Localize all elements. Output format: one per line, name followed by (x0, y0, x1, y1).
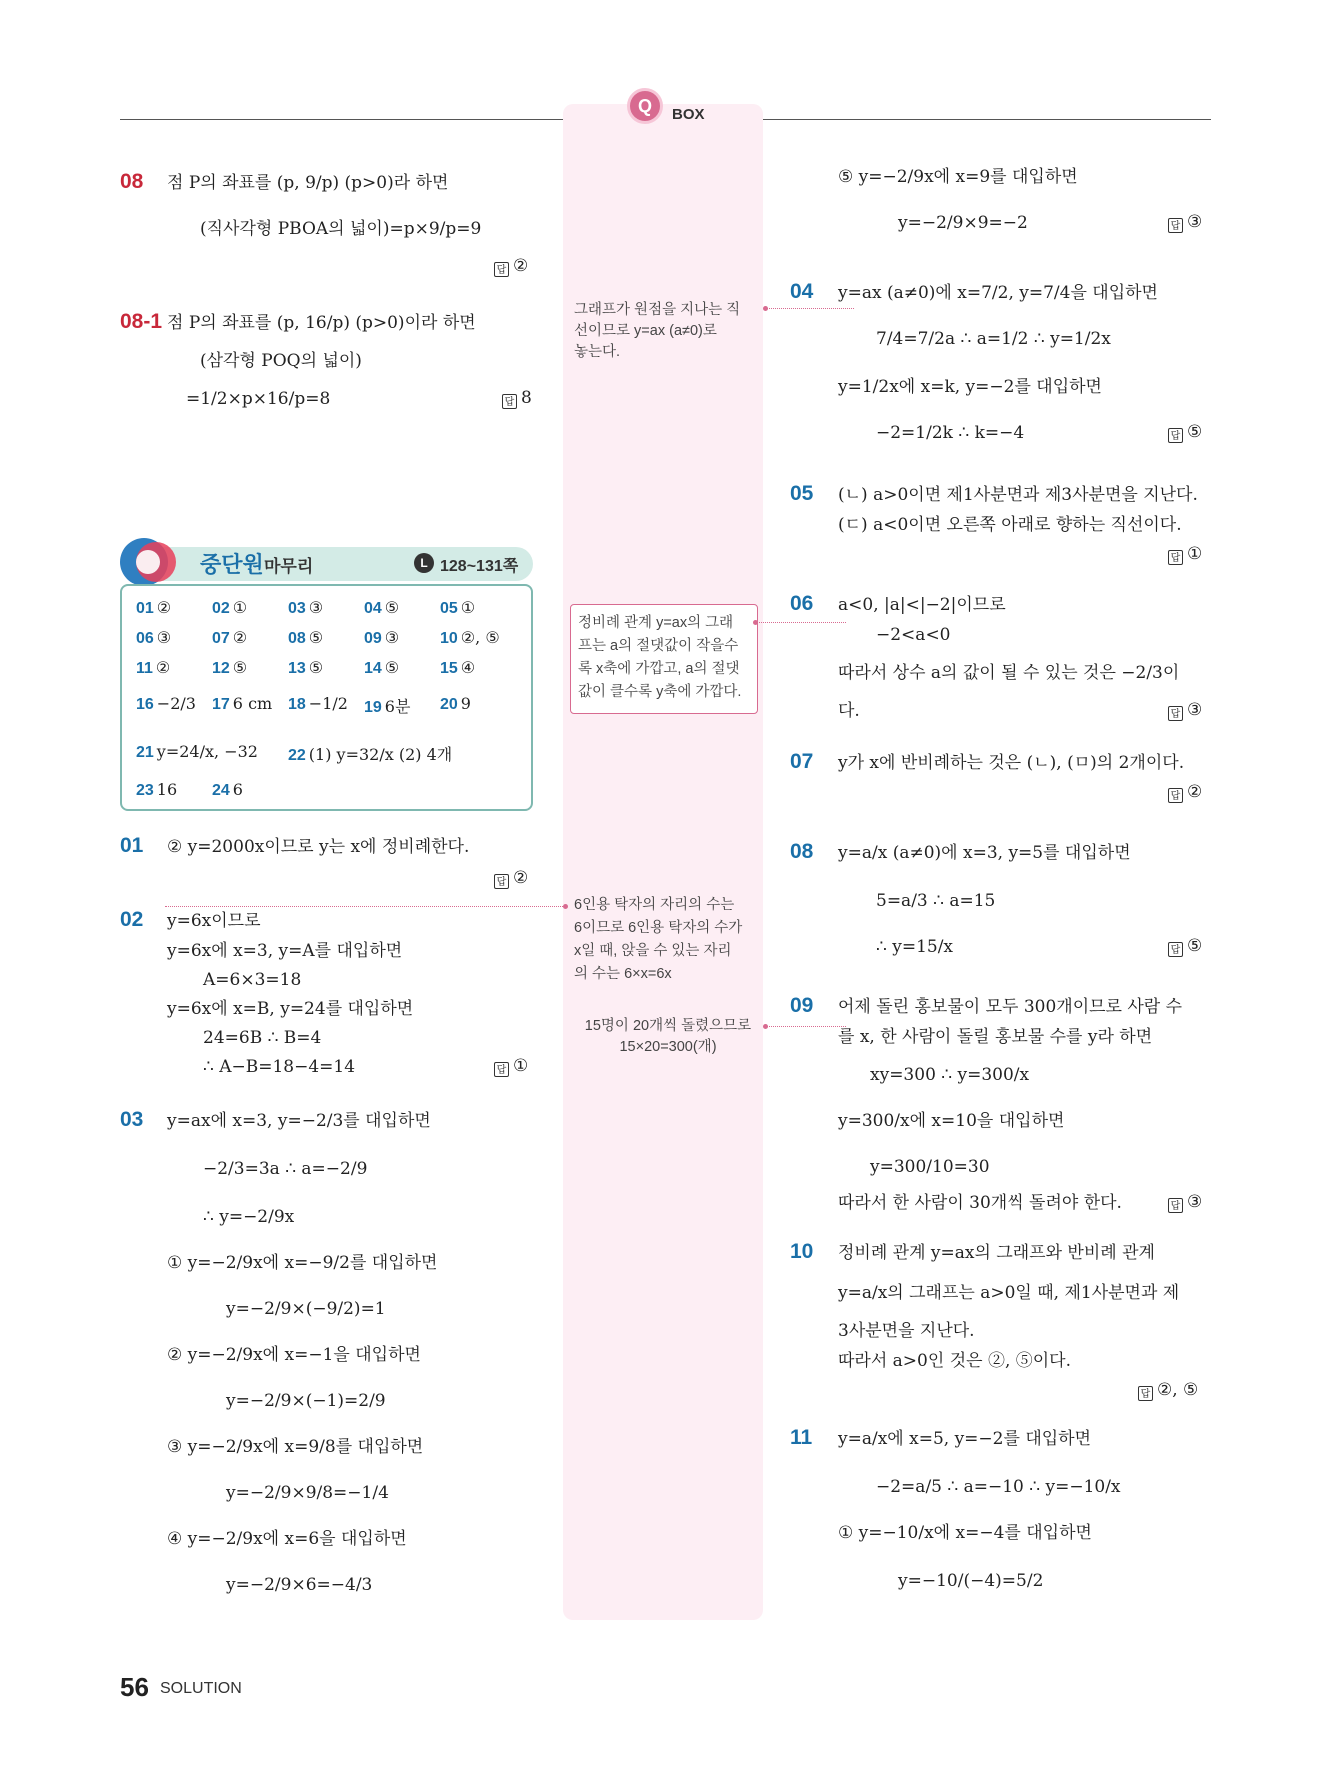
problem-line: 따라서 한 사람이 30개씩 돌려야 한다. (838, 1193, 1122, 1213)
note-2 (578, 612, 756, 704)
note-2-line: 프는 a의 절댓값이 작을수 (578, 638, 739, 654)
summary-answer-key: 12 (212, 660, 230, 677)
problem-line: 정비례 관계 y=ax의 그래프와 반비례 관계 (838, 1243, 1155, 1263)
summary-pages: 128~131쪽 (440, 558, 519, 575)
note-2-line: 값이 클수록 y축에 가깝다. (578, 684, 742, 700)
pages-icon: L (414, 553, 434, 573)
summary-answer-key: 16 (136, 696, 154, 713)
summary-answer-value: ③ (156, 628, 172, 647)
answer-mark-icon: 답 (1168, 942, 1183, 957)
answer-mark-icon: 답 (1168, 218, 1183, 233)
problem-line: 따라서 상수 a의 값이 될 수 있는 것은 −2/3이 (838, 663, 1180, 683)
problem-line: ③ y=−2/9x에 x=9/8를 대입하면 (167, 1437, 424, 1457)
problem-line: y=a/x의 그래프는 a>0일 때, 제1사분면과 제 (838, 1283, 1180, 1303)
summary-answer-key: 09 (364, 630, 382, 647)
note-1-line: 선이므로 y=ax (a≠0)로 (574, 323, 717, 339)
summary-answer-value: ④ (460, 658, 476, 677)
problem-line: ② y=−2/9x에 x=−1을 대입하면 (167, 1345, 421, 1365)
summary-answer-item (364, 628, 399, 648)
summary-answer-value: 6분 (384, 697, 411, 716)
summary-answer-value: y=24/x, −32 (156, 742, 258, 761)
problem-number: 03 (120, 1108, 144, 1131)
page-number: 56 (120, 1672, 149, 1702)
problem-line: ⑤ y=−2/9x에 x=9를 대입하면 (838, 167, 1078, 187)
problem-number: 05 (790, 482, 814, 505)
note-3-line: 6이므로 6인용 탁자의 수가 (574, 920, 743, 936)
answer-mark-icon: 답 (1138, 1386, 1153, 1401)
summary-answer-item (212, 658, 247, 678)
problem-line: y=−10/(−4)=5/2 (898, 1571, 1044, 1591)
summary-answer-item (136, 598, 171, 618)
problem-line: −2<a<0 (876, 625, 951, 645)
answer-value: ③ (1187, 700, 1203, 720)
note-4-connector (766, 1026, 846, 1027)
answer-value: ⑤ (1187, 422, 1203, 442)
problem-line: A=6×3=18 (203, 970, 302, 990)
summary-answer-key: 10 (440, 630, 458, 647)
problem-line: 어제 돌린 홍보물이 모두 300개이므로 사람 수 (838, 997, 1183, 1017)
summary-answer-key: 18 (288, 696, 306, 713)
summary-answer-key: 20 (440, 696, 458, 713)
summary-answer-value: ⑤ (384, 598, 400, 617)
answer (1168, 422, 1202, 443)
problem-line: −2/3=3a ∴ a=−2/9 (203, 1159, 368, 1179)
answer-mark-icon: 답 (1168, 428, 1183, 443)
answer (494, 1056, 528, 1077)
note-4-line: 15명이 20개씩 돌렸으므로 (584, 1018, 752, 1034)
problem-line: 다. (838, 701, 860, 721)
summary-answer-key: 21 (136, 744, 154, 761)
summary-answer-value: 16 (156, 780, 178, 799)
problem-line: y가 x에 반비례하는 것은 (ㄴ), (ㅁ)의 2개이다. (838, 753, 1185, 773)
summary-answer-item (364, 694, 410, 717)
answer-value: ②, ⑤ (1157, 1380, 1199, 1400)
note-2-line: 정비례 관계 y=ax의 그래 (578, 615, 734, 631)
problem-line: 5=a/3 ∴ a=15 (876, 891, 996, 911)
problem-line: ∴ A−B=18−4=14 (203, 1057, 356, 1077)
problem-number: 08 (790, 840, 814, 863)
summary-answer-key: 04 (364, 600, 382, 617)
answer-value: ② (513, 256, 529, 276)
note-2-line: 록 x축에 가깝고, a의 절댓 (578, 661, 740, 677)
summary-answer-item (440, 658, 475, 678)
answer (1168, 700, 1202, 721)
summary-answer-item (288, 658, 323, 678)
problem-line: 3사분면을 지난다. (838, 1321, 975, 1341)
qbox-logo (627, 88, 663, 124)
answer-mark-icon: 답 (502, 394, 517, 409)
problem-line: y=300/10=30 (870, 1157, 990, 1177)
note-3-connector (165, 906, 563, 907)
summary-answer-key: 23 (136, 782, 154, 799)
summary-answer-item (288, 628, 323, 648)
problem-line: (삼각형 POQ의 넓이) (200, 351, 362, 371)
problem-line: 24=6B ∴ B=4 (203, 1028, 322, 1048)
problem-number: 06 (790, 592, 814, 615)
summary-answer-key: 15 (440, 660, 458, 677)
problem-line: 따라서 a>0인 것은 ②, ⑤이다. (838, 1351, 1071, 1371)
problem-number: 09 (790, 994, 814, 1017)
problem-line: y=a/x (a≠0)에 x=3, y=5를 대입하면 (838, 843, 1131, 863)
note-1-connector (766, 308, 854, 309)
summary-answer-item (364, 598, 399, 618)
answer (494, 868, 528, 889)
problem-line: ① y=−2/9x에 x=−9/2를 대입하면 (167, 1253, 438, 1273)
note-1-line: 그래프가 원점을 지나는 직 (574, 302, 741, 318)
problem-line: y=ax에 x=3, y=−2/3를 대입하면 (167, 1111, 431, 1131)
summary-answer-value: ⑤ (232, 658, 248, 677)
summary-answer-item (440, 598, 475, 618)
problem-line: y=−2/9×9=−2 (898, 213, 1028, 233)
answer (502, 388, 532, 409)
summary-answer-value: ⑤ (308, 628, 324, 647)
note-3-line: x일 때, 앉을 수 있는 자리 (574, 943, 732, 959)
summary-answer-key: 08 (288, 630, 306, 647)
problem-line: ② y=2000x이므로 y는 x에 정비례한다. (167, 837, 470, 857)
summary-answer-key: 13 (288, 660, 306, 677)
answer-value: ⑤ (1187, 936, 1203, 956)
summary-answer-key: 17 (212, 696, 230, 713)
problem-line: y=−2/9×(−1)=2/9 (226, 1391, 386, 1411)
problem-line: y=ax (a≠0)에 x=7/2, y=7/4을 대입하면 (838, 283, 1158, 303)
summary-subtitle: 마무리 (264, 557, 314, 576)
summary-answer-value: ⑤ (308, 658, 324, 677)
summary-answer-item (136, 628, 171, 648)
problem-line: y=6x에 x=B, y=24를 대입하면 (167, 999, 414, 1019)
answer (1168, 782, 1202, 803)
summary-answer-value: ③ (308, 598, 324, 617)
summary-answer-item (212, 694, 272, 714)
summary-answer-key: 06 (136, 630, 154, 647)
summary-answer-value: ② (232, 628, 248, 647)
problem-line: xy=300 ∴ y=300/x (870, 1065, 1030, 1085)
problem-line: 7/4=7/2a ∴ a=1/2 ∴ y=1/2x (876, 329, 1111, 349)
summary-answer-key: 01 (136, 600, 154, 617)
summary-logo-icon (118, 532, 184, 592)
summary-answer-key: 14 (364, 660, 382, 677)
summary-answer-item (136, 658, 170, 678)
summary-answer-item (136, 780, 177, 800)
summary-answer-key: 05 (440, 600, 458, 617)
problem-line: y=−2/9×9/8=−1/4 (226, 1483, 389, 1503)
summary-answer-item (212, 628, 247, 648)
problem-line: a<0, |a|<|−2|이므로 (838, 595, 1006, 615)
answer-mark-icon: 답 (1168, 550, 1183, 565)
answer-value: ③ (1187, 1192, 1203, 1212)
answer (1168, 936, 1202, 957)
problem-number: 08 (120, 170, 144, 193)
answer (1138, 1380, 1198, 1401)
summary-answer-key: 11 (136, 660, 153, 677)
summary-answer-item (136, 694, 196, 714)
problem-line: 를 x, 한 사람이 돌릴 홍보물 수를 y라 하면 (838, 1027, 1153, 1047)
problem-line: y=−2/9×6=−4/3 (226, 1575, 373, 1595)
answer-value: 8 (521, 388, 532, 408)
problem-line: y=6x이므로 (167, 911, 261, 931)
answer-mark-icon: 답 (1168, 1198, 1183, 1213)
summary-answer-value: ① (232, 598, 248, 617)
summary-answer-key: 03 (288, 600, 306, 617)
problem-number: 04 (790, 280, 814, 303)
problem-line: 점 P의 좌표를 (p, 9/p) (p>0)라 하면 (167, 173, 449, 193)
answer (1168, 1192, 1202, 1213)
summary-answer-item (288, 694, 348, 714)
answer-value: ② (513, 868, 529, 888)
answer-value: ② (1187, 782, 1203, 802)
answer-mark-icon: 답 (1168, 788, 1183, 803)
summary-answer-item (212, 780, 243, 800)
summary-answer-value: ②, ⑤ (460, 628, 500, 647)
problem-line: −2=a/5 ∴ a=−10 ∴ y=−10/x (876, 1477, 1121, 1497)
summary-answer-value: −1/2 (308, 694, 348, 713)
answer-value: ③ (1187, 212, 1203, 232)
summary-answer-value: ② (156, 598, 172, 617)
summary-answer-value: 9 (460, 694, 471, 713)
answer-mark-icon: 답 (1168, 706, 1183, 721)
summary-answer-value: 6 cm (232, 694, 273, 713)
problem-number: 01 (120, 834, 144, 857)
summary-answer-item (288, 742, 452, 765)
problem-line: y=a/x에 x=5, y=−2를 대입하면 (838, 1429, 1092, 1449)
problem-line: (직사각형 PBOA의 넓이)=p×9/p=9 (200, 219, 482, 239)
summary-answer-value: ③ (384, 628, 400, 647)
note-1 (574, 300, 754, 363)
summary-title: 중단원 (200, 552, 264, 577)
problem-number: 07 (790, 750, 814, 773)
note-3-line: 6인용 탁자의 자리의 수는 (574, 897, 735, 913)
problem-number: 08-1 (120, 310, 163, 333)
answer-mark-icon: 답 (494, 262, 509, 277)
summary-answer-key: 19 (364, 699, 382, 716)
qbox-title: BOX (672, 106, 705, 123)
problem-line: y=300/x에 x=10을 대입하면 (838, 1111, 1065, 1131)
summary-answer-key: 24 (212, 782, 230, 799)
summary-answer-item (440, 694, 471, 714)
answer (1168, 212, 1202, 233)
problem-line: (ㄷ) a<0이면 오른쪽 아래로 향하는 직선이다. (838, 515, 1182, 535)
summary-answer-value: ① (460, 598, 476, 617)
problem-line: (ㄴ) a>0이면 제1사분면과 제3사분면을 지난다. (838, 485, 1198, 505)
header-rule-right (763, 119, 1211, 120)
summary-answer-value: (1) y=32/x (2) 4개 (308, 745, 453, 764)
note-1-line: 놓는다. (574, 344, 621, 360)
answer-value: ① (1187, 544, 1203, 564)
answer (1168, 544, 1202, 565)
footer-label: SOLUTION (160, 1680, 242, 1697)
note-2-connector (756, 622, 846, 623)
summary-answer-value: ② (155, 658, 171, 677)
problem-line: y=6x에 x=3, y=A를 대입하면 (167, 941, 403, 961)
answer-mark-icon: 답 (494, 874, 509, 889)
answer (494, 256, 528, 277)
problem-line: y=1/2x에 x=k, y=−2를 대입하면 (838, 377, 1102, 397)
summary-answer-value: −2/3 (156, 694, 196, 713)
problem-line: y=−2/9×(−9/2)=1 (226, 1299, 386, 1319)
answer-mark-icon: 답 (494, 1062, 509, 1077)
problem-number: 02 (120, 908, 144, 931)
problem-line: ∴ y=15/x (876, 937, 954, 957)
summary-answer-item (136, 742, 258, 762)
note-4-line: 15×20=300(개) (619, 1039, 717, 1055)
summary-answer-item (440, 628, 500, 648)
problem-number: 10 (790, 1240, 814, 1263)
problem-line: −2=1/2k ∴ k=−4 (876, 423, 1025, 443)
note-3 (574, 894, 760, 986)
summary-answer-item (288, 598, 323, 618)
qbox-logo-letter: Q (637, 96, 652, 116)
summary-answer-key: 07 (212, 630, 230, 647)
answer-value: ① (513, 1056, 529, 1076)
problem-line: 점 P의 좌표를 (p, 16/p) (p>0)이라 하면 (167, 313, 476, 333)
problem-line: =1/2×p×16/p=8 (186, 389, 331, 409)
summary-answer-item (364, 658, 399, 678)
summary-answer-key: 02 (212, 600, 230, 617)
note-4 (580, 1016, 756, 1058)
note-3-connector-dot (563, 904, 568, 909)
problem-number: 11 (790, 1426, 813, 1449)
header-rule-left (120, 119, 563, 120)
summary-answer-key: 22 (288, 747, 306, 764)
problem-line: ④ y=−2/9x에 x=6을 대입하면 (167, 1529, 407, 1549)
summary-answer-value: ⑤ (384, 658, 400, 677)
note-3-line: 의 수는 6×x=6x (574, 966, 672, 982)
problem-line: ① y=−10/x에 x=−4를 대입하면 (838, 1523, 1092, 1543)
problem-line: ∴ y=−2/9x (203, 1207, 295, 1227)
summary-answer-value: 6 (232, 780, 243, 799)
summary-answer-item (212, 598, 247, 618)
